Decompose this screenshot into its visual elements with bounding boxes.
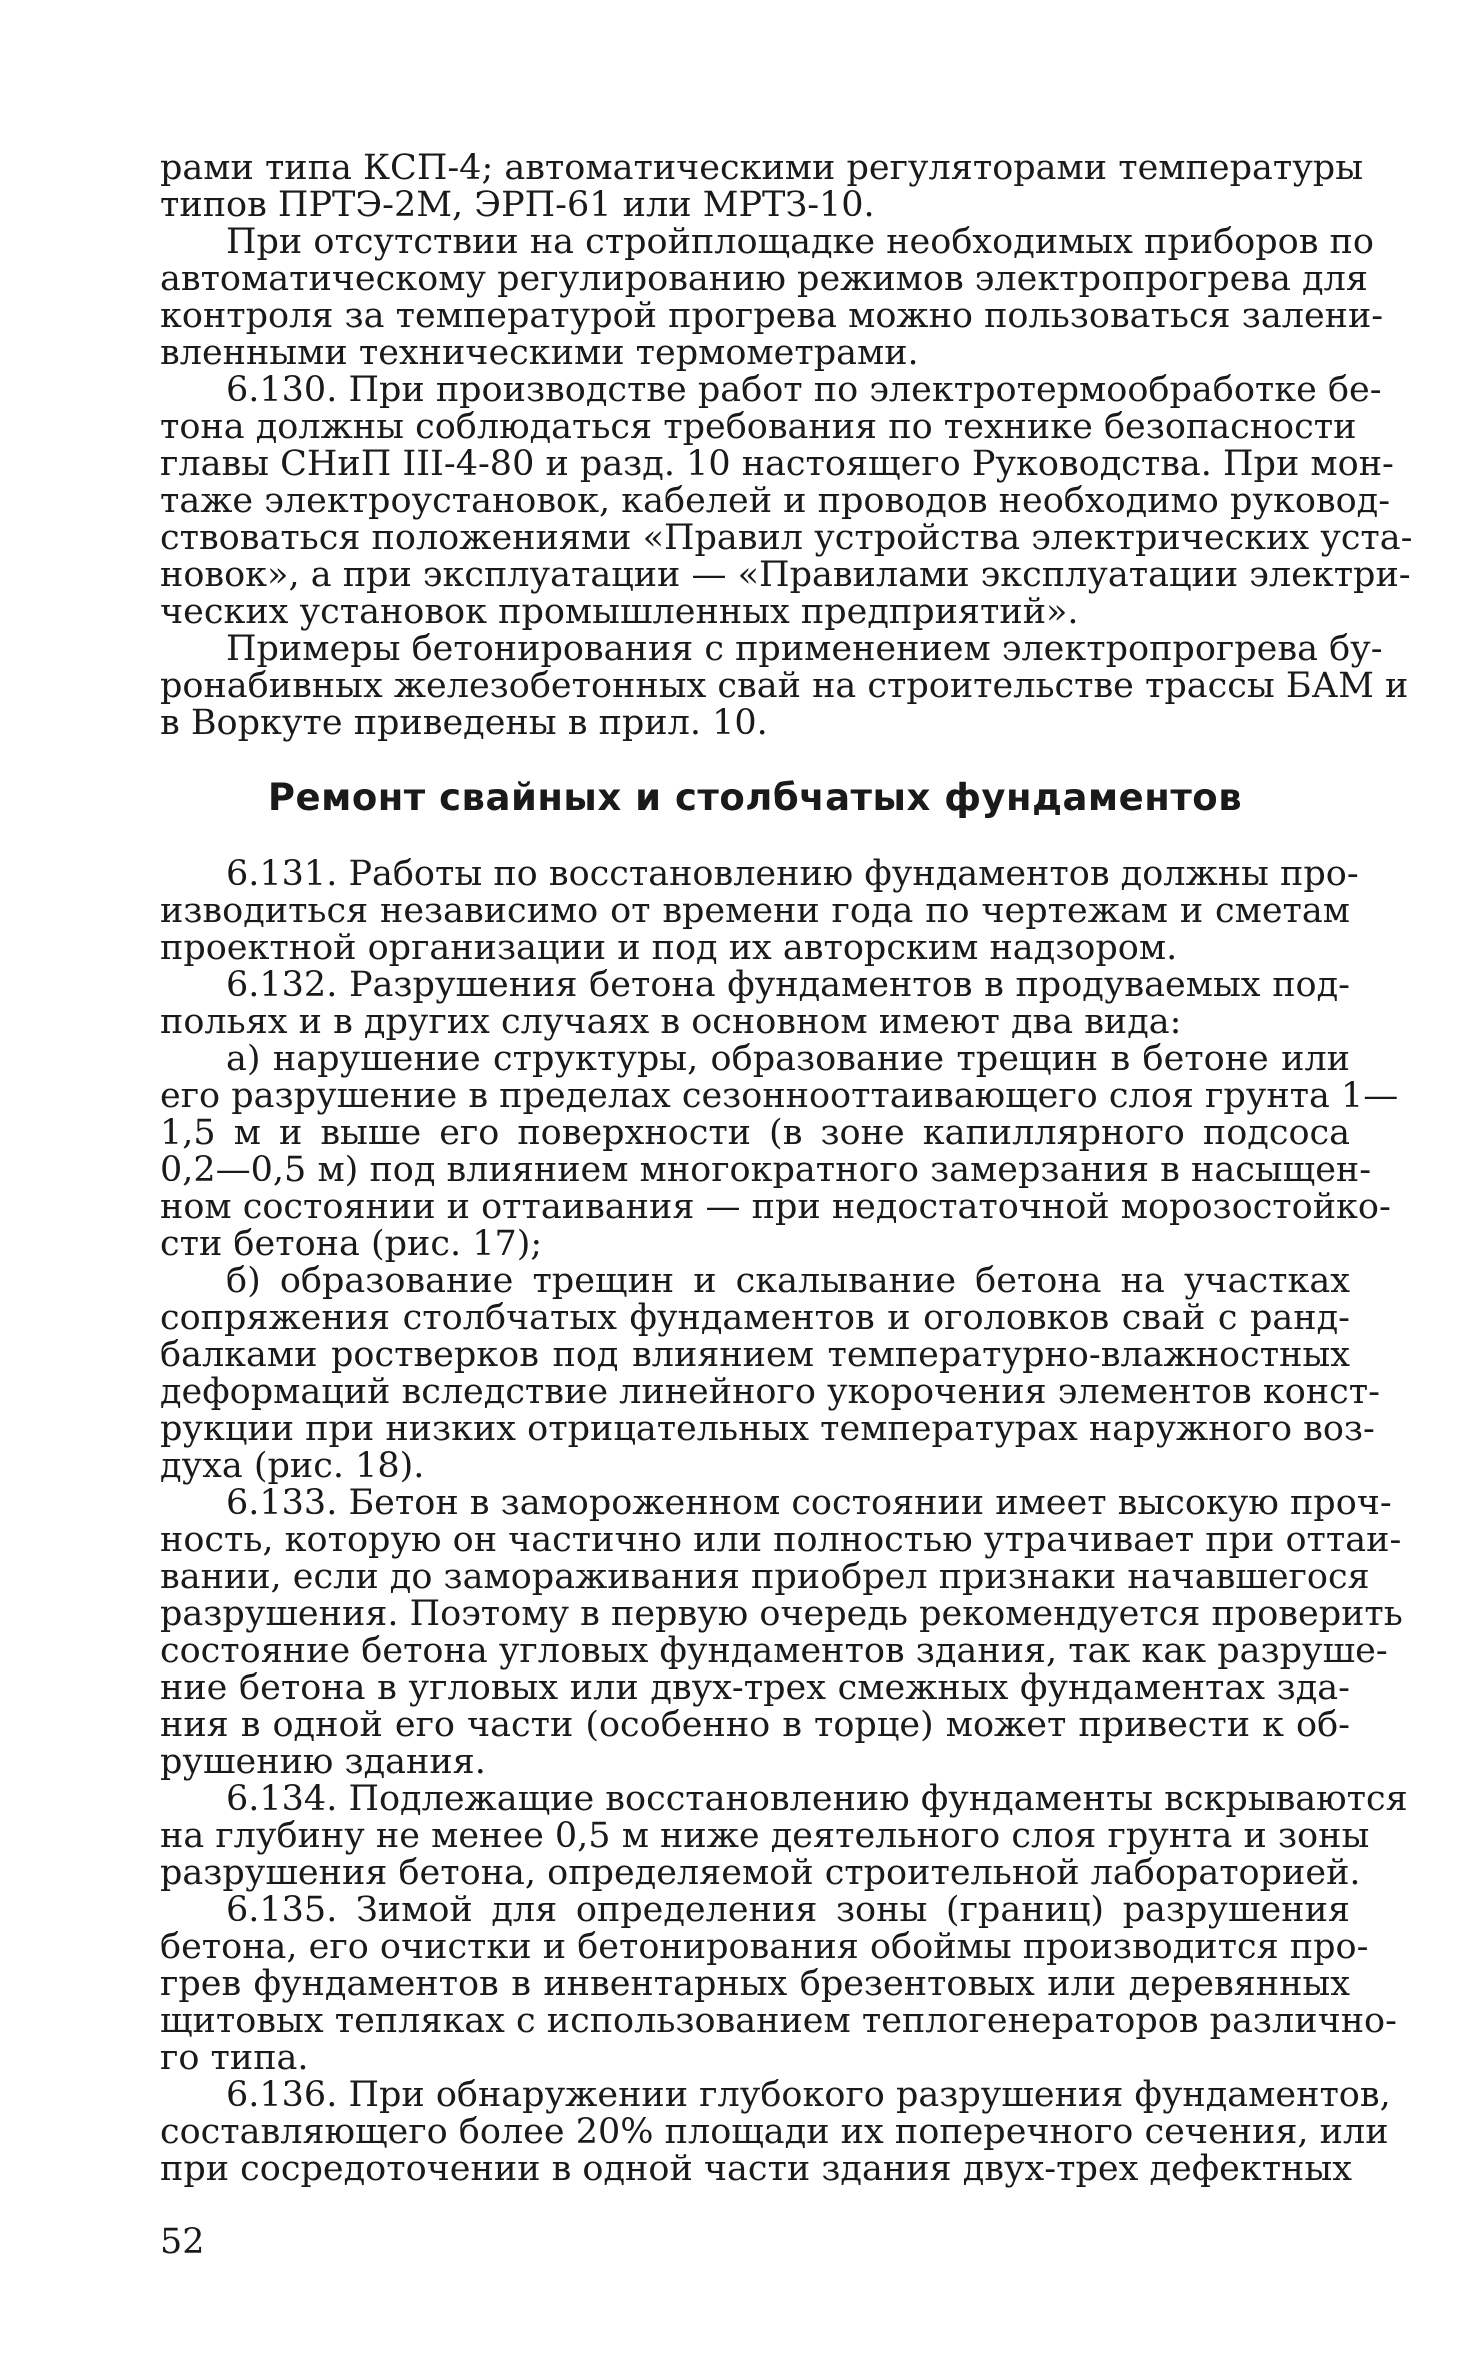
text-line: ние бетона в угловых или двух-трех смежных фундаментах зда- (160, 1668, 1350, 1708)
text-line: в Воркуте приведены в прил. 10. (160, 703, 768, 743)
text-line: вленными техническими термометрами. (160, 333, 919, 373)
text-line: вании, если до замораживания приобрел признаки начавшегося (160, 1557, 1370, 1597)
text-line: контроля за температурой прогрева можно пользоваться залени- (160, 296, 1384, 336)
text-line: 6.135. Зимой для определения зоны (границ) разрушения (226, 1890, 1350, 1930)
text-line: 6.132. Разрушения бетона фундаментов в продуваемых под- (226, 965, 1350, 1005)
paragraph-p-6-132 (160, 967, 1350, 1041)
text-line: 6.130. При производстве работ по электротермообработке бе- (226, 370, 1382, 410)
paragraph-p-6-130 (160, 370, 1413, 632)
section-heading: Ремонт свайных и столбчатых фундаментов (267, 776, 1243, 819)
paragraph-p-6-136 (160, 2075, 1391, 2189)
text-line: балками ростверков под влиянием температурно-влажностных (160, 1335, 1350, 1375)
text-line: таже электроустановок, кабелей и проводов необходимо руковод- (160, 481, 1391, 521)
text-line: 6.131. Работы по восстановлению фундаментов должны про- (226, 854, 1359, 894)
text-line: ческих установок промышленных предприятий». (160, 592, 1079, 632)
text-line: ния в одной его части (особенно в торце) может привести к об- (160, 1705, 1350, 1745)
text-line: 6.136. При обнаружении глубокого разрушения фундаментов, (226, 2075, 1391, 2115)
text-line: при сосредоточении в одной части здания двух-трех дефектных (160, 2149, 1352, 2189)
text-line: 6.134. Подлежащие восстановлению фундаменты вскрываются (226, 1779, 1408, 1819)
text-line: его разрушение в пределах сезоннооттаивающего слоя грунта 1— (160, 1076, 1399, 1116)
text-line: разрушения бетона, определяемой строительной лабораторией. (160, 1853, 1361, 1893)
text-line: состояние бетона угловых фундаментов здания, так как разруше- (160, 1631, 1388, 1671)
text-line: сти бетона (рис. 17); (160, 1224, 543, 1264)
text-line: го типа. (160, 2038, 309, 2078)
text-line: рами типа КСП-4; автоматическими регуляторами температуры (160, 148, 1364, 188)
paragraph-absence-of-devices (160, 222, 1384, 373)
text-line: Примеры бетонирования с применением электропрогрева бу- (226, 629, 1383, 669)
text-line: сопряжения столбчатых фундаментов и оголовков свай с ранд- (160, 1298, 1350, 1338)
text-line: типов ПРТЭ-2М, ЭРП-61 или МРТЗ-10. (160, 185, 875, 225)
text-line: 0,2—0,5 м) под влиянием многократного замерзания в насыщен- (160, 1150, 1372, 1190)
page-number: 52 (160, 2222, 205, 2262)
paragraph-continuation (160, 148, 1364, 225)
text-line: новок», а при эксплуатации — «Правилами эксплуатации электри- (160, 555, 1411, 595)
paragraph-examples (160, 629, 1409, 743)
paragraph-item-b (160, 1261, 1380, 1486)
text-line: 6.133. Бетон в замороженном состоянии имеет высокую проч- (226, 1483, 1392, 1523)
paragraph-p-6-134 (160, 1779, 1408, 1893)
paragraph-item-a (160, 1039, 1399, 1264)
paragraph-p-6-133 (160, 1483, 1403, 1782)
text-line: автоматическому регулированию режимов электропрогрева для (160, 259, 1368, 299)
text-line: рукции при низких отрицательных температурах наружного воз- (160, 1409, 1375, 1449)
text-line: деформаций вследствие линейного укорочения элементов конст- (160, 1372, 1380, 1412)
text-section-bottom (160, 854, 1408, 2189)
text-line: ствоваться положениями «Правил устройства электрических уста- (160, 518, 1413, 558)
text-line: грев фундаментов в инвентарных брезентовых или деревянных (160, 1964, 1350, 2004)
page-body (160, 148, 1413, 2189)
text-line: составляющего более 20% площади их поперечного сечения, или (160, 2112, 1389, 2152)
text-line: на глубину не менее 0,5 м ниже деятельного слоя грунта и зоны (160, 1816, 1370, 1856)
text-line: главы СНиП III-4-80 и разд. 10 настоящего Руководства. При мон- (160, 444, 1394, 484)
text-line: духа (рис. 18). (160, 1446, 425, 1486)
text-line: а) нарушение структуры, образование трещин в бетоне или (226, 1039, 1350, 1079)
text-line: щитовых тепляках с использованием теплогенераторов различно- (160, 2001, 1397, 2041)
text-line: б) образование трещин и скалывание бетона на участках (226, 1261, 1350, 1301)
text-line: ном состоянии и оттаивания — при недостаточной морозостойко- (160, 1187, 1391, 1227)
text-line: бетона, его очистки и бетонирования обоймы производится про- (160, 1927, 1369, 1967)
text-line: 1,5 м и выше его поверхности (в зоне капиллярного подсоса (160, 1113, 1350, 1153)
paragraph-p-6-135 (160, 1890, 1397, 2078)
text-line: ность, которую он частично или полностью утрачивает при оттаи- (160, 1520, 1402, 1560)
text-line: изводиться независимо от времени года по чертежам и сметам (160, 891, 1350, 931)
text-section-top (160, 148, 1413, 743)
text-line: ронабивных железобетонных свай на строительстве трассы БАМ и (160, 666, 1409, 706)
text-line: При отсутствии на стройплощадке необходимых приборов по (226, 222, 1374, 262)
text-line: рушению здания. (160, 1742, 486, 1782)
text-line: проектной организации и под их авторским надзором. (160, 928, 1178, 968)
text-line: тона должны соблюдаться требования по технике безопасности (160, 407, 1357, 447)
text-line: разрушения. Поэтому в первую очередь рекомендуется проверить (160, 1594, 1403, 1634)
text-line: польях и в других случаях в основном имеют два вида: (160, 1002, 1182, 1042)
paragraph-p-6-131 (160, 854, 1359, 968)
